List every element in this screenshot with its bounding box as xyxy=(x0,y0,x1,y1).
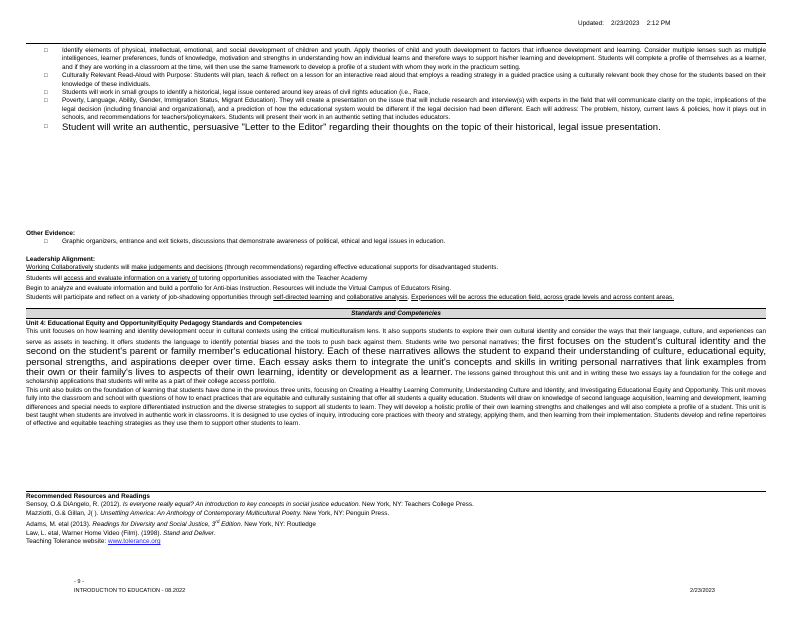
updated-date: 2/23/2023 xyxy=(611,20,640,27)
reading-text: New York, NY: Routledge xyxy=(242,521,316,529)
bullet-text: Identify elements of physical, intellectual, emotional, and social development of children and youth. Apply theories of child and youth development to factors that influence development and learning. Consider multiple lenses such as multiple intelligences, learner preferences, funds of knowledge, motivation and strengths in understanding how an individual learns and therefore ways to support his/her learning and development. Students will complete a profile of themselves as a learner, and if they are working in a classroom at the time, will then use the same framework to develop a profile of a student with whom they work in the practicum setting. xyxy=(62,47,766,71)
unit4-text: The lessons gained throughout this unit and in writing these two essays lay a foundation for the college and scholarship applications that students will write as a part of their college access portfolio. xyxy=(26,370,767,386)
top-rule xyxy=(26,43,766,44)
bullet-text: Culturally Relevant Read-Aloud with Purpose: Students will plan, teach & reflect on a lesson for an interactive read aloud that employs a reading strategy in a guided practice using a culturally relevant book they chose for the students based on their knowledge of these individuals. xyxy=(62,72,766,88)
collaborative-analysis-text: collaborative analysis xyxy=(346,293,408,301)
unit4-large-text: the first focuses on the student's cultural identity and the second on the student's parent or family member's educational history. Each of these narratives allows the student to expand their understanding of culture, educational equity, personal strengths, and aspirations deeper over time. Each essay asks them to integrate the unit's concepts and skills in writing personal narratives that link examples from their own or their family's lives to aspects of their own learning, identity or development as a learner. xyxy=(26,335,766,379)
leadership-text: students will xyxy=(93,264,132,272)
self-directed-text: self-directed learning xyxy=(273,293,333,301)
reading-title-text: Readings for Diversity and Social Justice, 3 xyxy=(92,521,216,529)
reading-text: New York, NY: Penguin Press. xyxy=(301,509,390,517)
reading-item xyxy=(26,501,766,509)
unit4-text: This unit focuses on how learning and identity development occur in cultural contexts using the critical multiculturalism lens. It also supports students to explore their own cultural identity and consider the ways that their language, culture, and experiences can serve as assets in teaching. It offers students the language to identify potential biases and the tools to push back against them. Students write two personal narratives; xyxy=(26,328,766,346)
unit4-paragraph xyxy=(26,328,766,386)
leadership-paragraph xyxy=(26,275,766,283)
leadership-text: . xyxy=(407,293,412,301)
leadership-paragraph xyxy=(26,294,766,302)
leadership-paragraph xyxy=(26,264,766,272)
reading-item xyxy=(26,518,766,530)
leadership-text: Students will xyxy=(26,274,64,282)
page-number: - 9 - xyxy=(74,579,84,585)
reading-title-text: Is everyone really equal? An introduction to key concepts in social justice education. xyxy=(122,501,361,509)
square-bullet-icon: □ xyxy=(44,48,48,54)
tolerance-link[interactable]: www.tolerance.org xyxy=(107,538,161,546)
reading-title-text: Unsettling America: An Anthology of Contemporary Multicultural Poetry. xyxy=(100,509,302,517)
reading-text: Adams, M. etal (2013). xyxy=(26,521,93,529)
reading-text: Mazziotti, G.& Gillan, J( ). xyxy=(26,509,101,517)
unit4-title: Unit 4: Educational Equity and Opportunity/Equity Pedagogy Standards and Competencies xyxy=(26,320,302,327)
updated-label: Updated: xyxy=(578,20,604,27)
letter-to-editor-text: Student will write an authentic, persuasive "Letter to the Editor" regarding their thoughts on the topic of their historical, legal issue presentation. xyxy=(62,121,661,133)
reading-item xyxy=(26,510,766,518)
unit4-paragraph: This unit also builds on the foundation of learning that students have done in the previous three units, focusing on Creating a Healthy Learning Community, Understanding Culture and Identity, and Investigating Educational Equity and Opportunity. This unit moves fully into the classroom and school with questions of how to enact practices that are equitable and culturally sustaining that offer all students a quality education. Students will draw on knowledge of second language acquisition, learning and development, learning differences and special needs to explore differentiated instruction and the diverse strategies to support all students to learn. They will develop a holistic profile of their own learning strengths and challenges and will also complete a profile of a student. This unit is best taught when students are involved in authentic work in classrooms. It is designed to use cycles of inquiry, introducing core practices with theory and strategy, applying them, and then learning from their implementation. Students develop and refine repertoires of effective and equitable teaching strategies as they use them to support other students to learn. xyxy=(26,386,766,428)
square-bullet-icon: □ xyxy=(44,73,48,80)
unit4-section xyxy=(26,320,766,429)
square-bullet-icon: □ xyxy=(44,90,48,97)
leadership-text: Students will participate and reflect on a variety of job-shadowing opportunities through xyxy=(26,293,274,301)
bullet-item xyxy=(26,97,766,122)
bullet-item xyxy=(26,89,766,97)
readings-title: Recommended Resources and Readings xyxy=(26,493,150,500)
leadership-text: tutoring opportunities associated with the Teacher Academy xyxy=(197,274,368,282)
reading-superscript: rd xyxy=(215,519,220,525)
square-bullet-icon: □ xyxy=(44,239,48,246)
leadership-label: Leadership Alignment: xyxy=(26,256,96,263)
square-bullet-icon: □ xyxy=(44,98,48,105)
reading-item xyxy=(26,538,766,546)
reading-title-text: Stand and Deliver xyxy=(163,529,214,537)
leadership-section xyxy=(26,256,766,302)
reading-title-text: Edition. xyxy=(219,521,243,529)
other-evidence-text: Graphic organizers, entrance and exit tickets, discussions that demonstrate awareness of political, ethical and legal issues in education. xyxy=(62,238,446,246)
reading-item xyxy=(26,530,766,538)
footer-date: 2/23/2023 xyxy=(690,588,715,594)
reading-text: New York, NY: Teachers College Press. xyxy=(360,501,474,509)
bullet-item xyxy=(26,238,766,246)
reading-text: Law, L. etal, Warner Home Video (Film). (1998). xyxy=(26,529,164,537)
bullet-item xyxy=(26,47,766,72)
assessment-bullets xyxy=(26,47,766,133)
other-evidence-label: Other Evidence: xyxy=(26,230,76,237)
course-footer: INTRODUCTION TO EDUCATION - 08.2022 xyxy=(74,588,186,594)
other-evidence-section xyxy=(26,230,766,247)
standards-bar: Standards and Competencies xyxy=(26,308,766,319)
access-evaluate-text: access and evaluate information on a variety of xyxy=(63,274,198,282)
bullet-item xyxy=(26,72,766,89)
judgements-text: make judgements and decisions xyxy=(131,264,223,272)
reading-text: Teaching Tolerance website: xyxy=(26,538,108,546)
bullet-item xyxy=(26,123,766,133)
leadership-paragraph: Begin to analyze and evaluate information and build a portfolio for Anti-bias Instruction. Resources will include the Virtual Campus of Educators Rising. xyxy=(26,285,452,293)
updated-stamp xyxy=(578,20,670,28)
leadership-text: and xyxy=(332,293,347,301)
square-bullet-icon: □ xyxy=(44,123,48,130)
bullet-text: Poverty, Language, Ability, Gender, Immigration Status, Migrant Education). They will create a presentation on the issue that will include research and interview(s) with experts in the field that will communicate clarity on the topic, implications of the legal decision (including financial and organizational), and a prediction of how the educational system would be different if the legal decision had been different. Each will address: The problem, history, current laws & policies, how it plays out in schools, and recommendations for teachers/policymakers. Students will present their work in an authentic setting that includes educators. xyxy=(62,97,766,122)
working-collaboratively-text: Working Collaboratively xyxy=(26,264,94,272)
leadership-text: (through recommendations) regarding effective educational supports for disadvantaged students. xyxy=(222,264,499,272)
reading-text: Sensoy, O.& DiAngelo, R. (2012). xyxy=(26,501,123,509)
readings-section xyxy=(26,493,766,547)
bullet-text: Students will work in small groups to identify a historical, legal issue centered around key areas of civil rights education (i.e., Race, xyxy=(62,89,430,97)
experiences-text: Experiences will be across the education field, across grade levels and across content areas. xyxy=(411,293,674,301)
reading-text: . xyxy=(213,529,216,537)
readings-rule xyxy=(26,491,766,492)
updated-time: 2:12 PM xyxy=(646,20,671,27)
